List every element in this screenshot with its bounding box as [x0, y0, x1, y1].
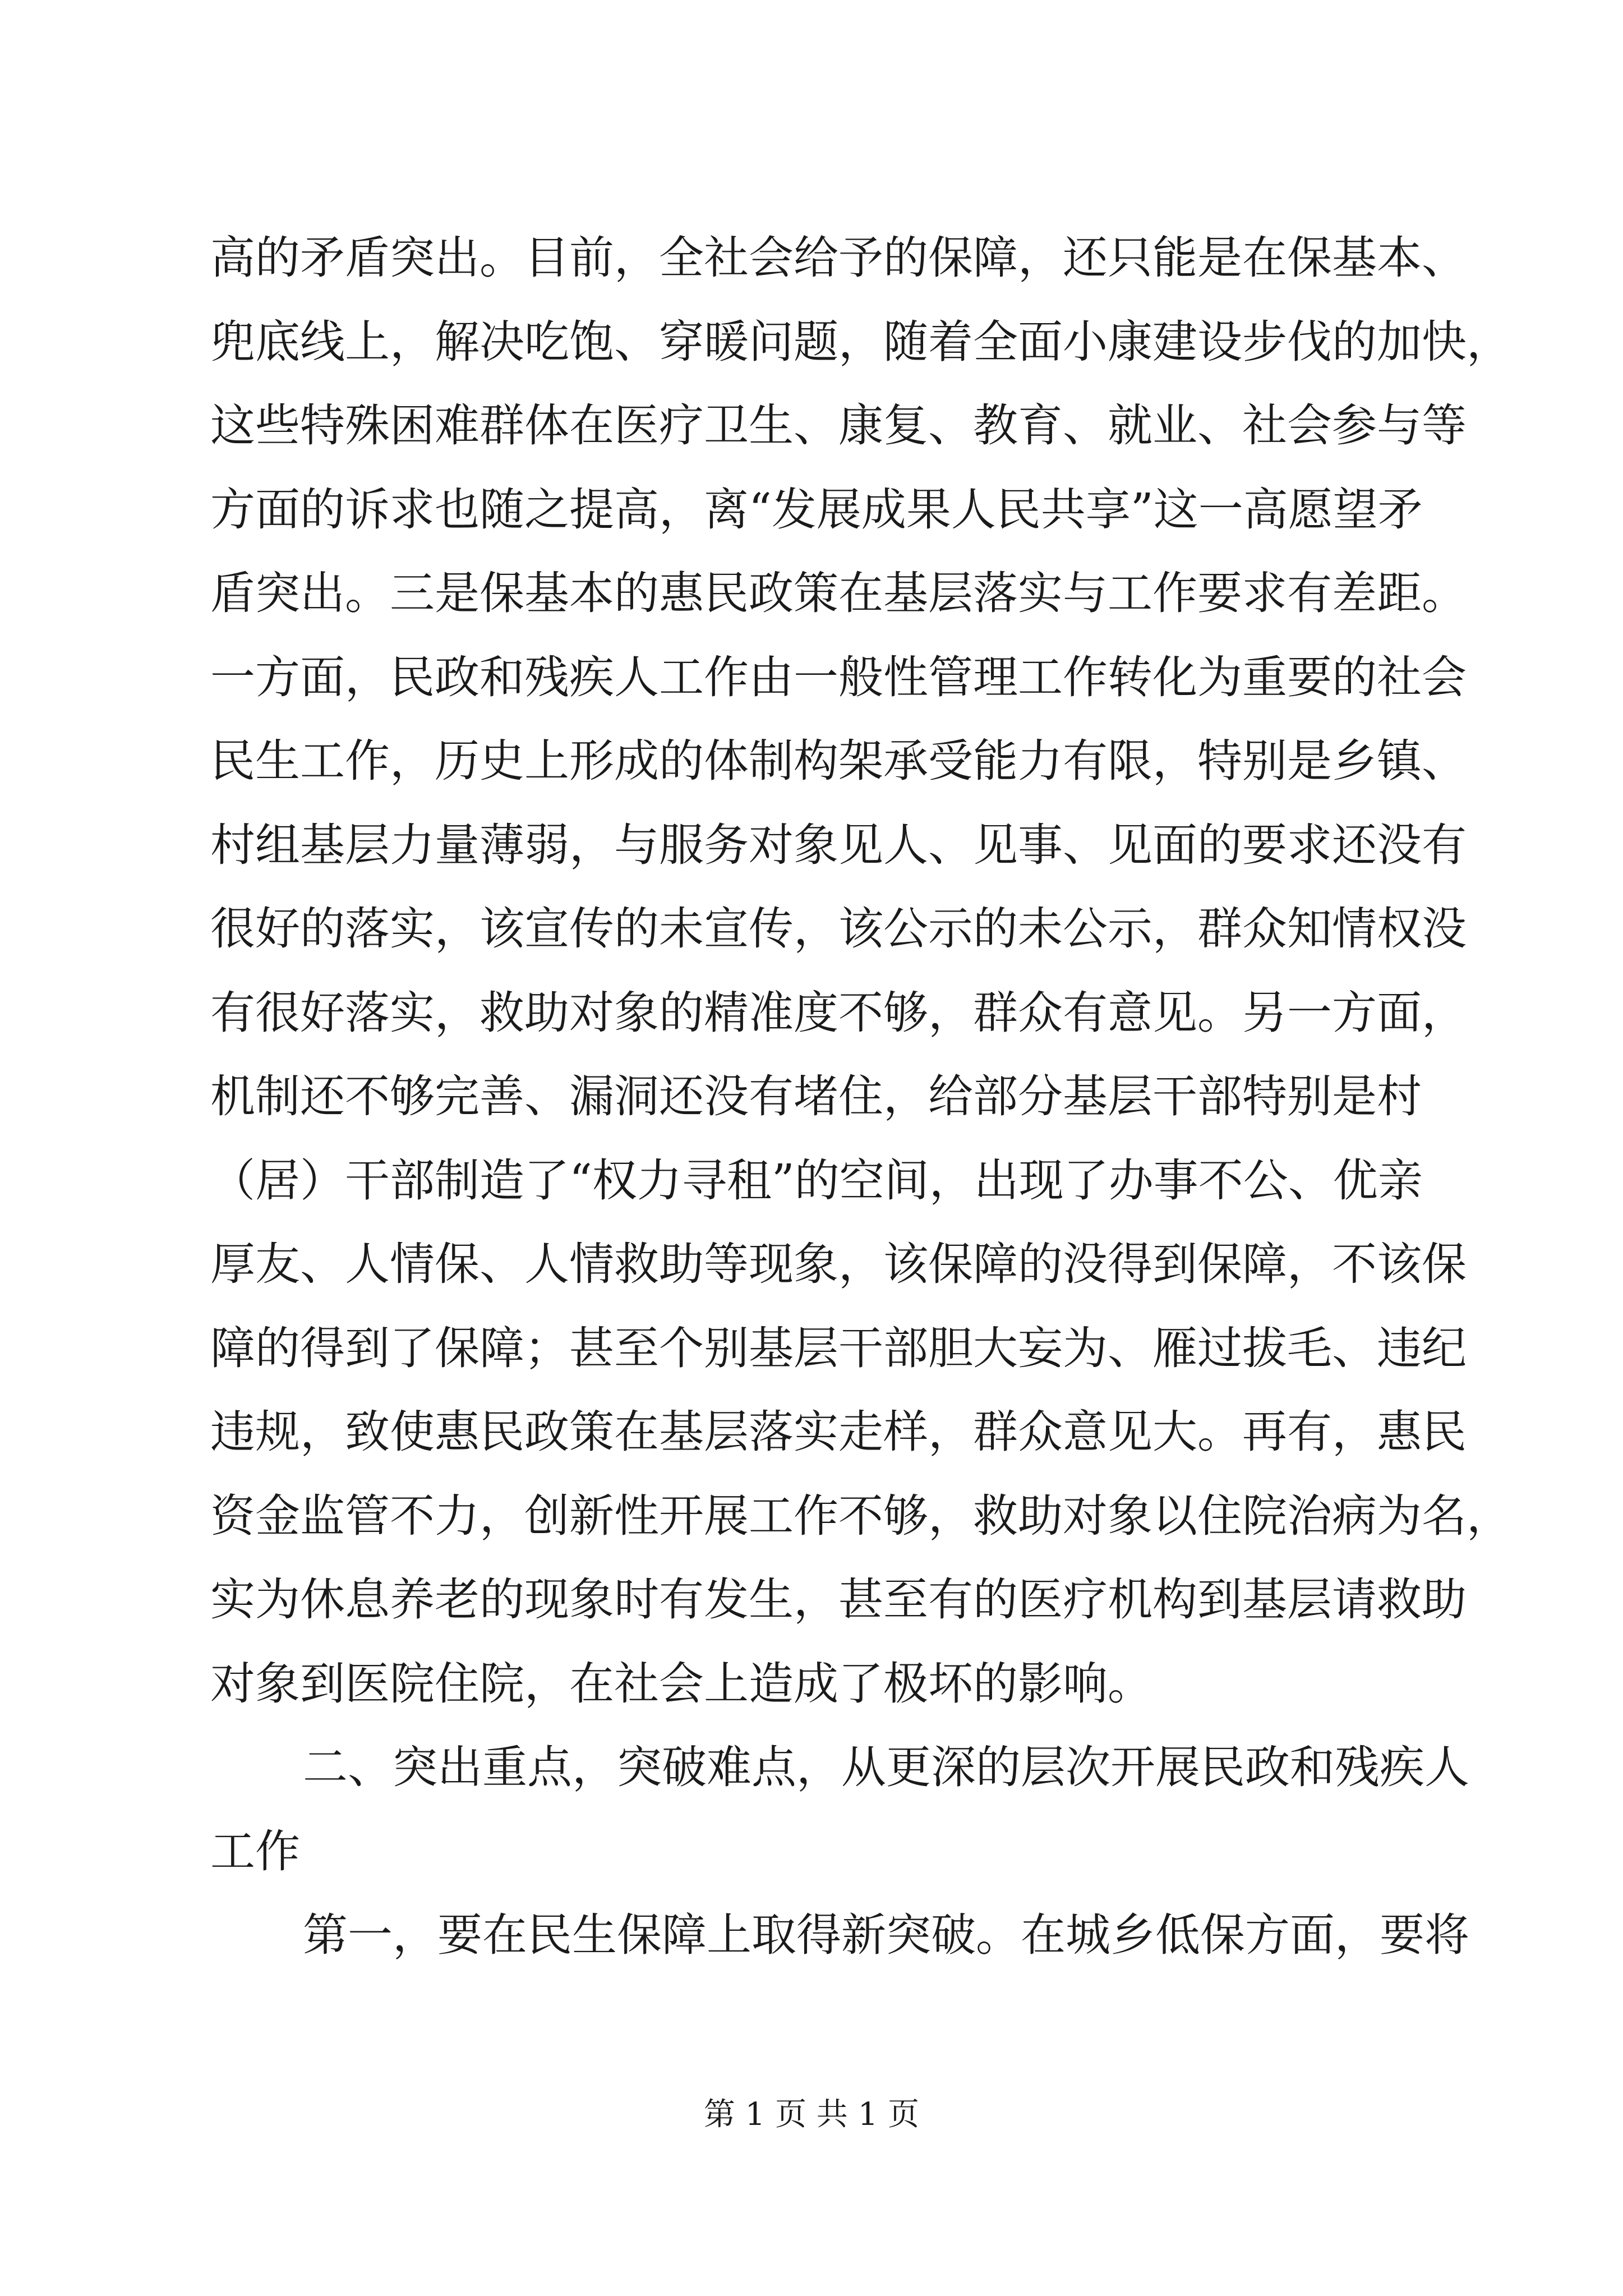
body-text-line: 村组基层力量薄弱，与服务对象见人、见事、见面的要求还没有	[210, 819, 1467, 871]
body-text-line: 机制还不够完善、漏洞还没有堵住，给部分基层干部特别是村	[210, 1070, 1422, 1122]
body-text-line: 盾突出。三是保基本的惠民政策在基层落实与工作要求有差距。	[210, 567, 1467, 619]
body-text-line: 障的得到了保障；甚至个别基层干部胆大妄为、雁过拔毛、违纪	[210, 1322, 1467, 1374]
section-heading-line: 工作	[210, 1825, 300, 1878]
body-text-line: 对象到医院住院，在社会上造成了极坏的影响。	[210, 1658, 1152, 1710]
section-heading-line: 二、突出重点，突破难点，从更深的层次开展民政和残疾人	[303, 1741, 1469, 1793]
body-text-line: 有很好落实，救助对象的精准度不够，群众有意见。另一方面，	[210, 987, 1467, 1039]
body-text-line: 资金监管不力，创新性开展工作不够，救助对象以住院治病为名，	[210, 1490, 1511, 1542]
body-text-line: 很好的落实，该宣传的未宣传，该公示的未公示，群众知情权没	[210, 903, 1467, 955]
body-text-line: 高的矛盾突出。目前，全社会给予的保障，还只能是在保基本、	[210, 232, 1467, 284]
body-text-line: 一方面，民政和残疾人工作由一般性管理工作转化为重要的社会	[210, 651, 1467, 703]
body-text-line: 民生工作，历史上形成的体制构架承受能力有限，特别是乡镇、	[210, 735, 1467, 787]
body-text-line: （居）干部制造了“权力寻租”的空间，出现了办事不公、优亲	[210, 1154, 1423, 1207]
body-text-line: 第一，要在民生保障上取得新突破。在城乡低保方面，要将	[303, 1909, 1469, 1961]
body-text-line: 这些特殊困难群体在医疗卫生、康复、教育、就业、社会参与等	[210, 399, 1467, 452]
body-text-line: 方面的诉求也随之提高，离“发展成果人民共享”这一高愿望矛	[210, 484, 1423, 536]
page-number-footer: 第 1 页 共 1 页	[703, 2096, 920, 2133]
body-text-line: 兜底线上，解决吃饱、穿暖问题，随着全面小康建设步伐的加快，	[210, 316, 1511, 368]
body-text-line: 厚友、人情保、人情救助等现象，该保障的没得到保障，不该保	[210, 1238, 1467, 1290]
body-text-line: 违规，致使惠民政策在基层落实走样，群众意见大。再有，惠民	[210, 1406, 1467, 1458]
body-text-line: 实为休息养老的现象时有发生，甚至有的医疗机构到基层请救助	[210, 1573, 1467, 1626]
